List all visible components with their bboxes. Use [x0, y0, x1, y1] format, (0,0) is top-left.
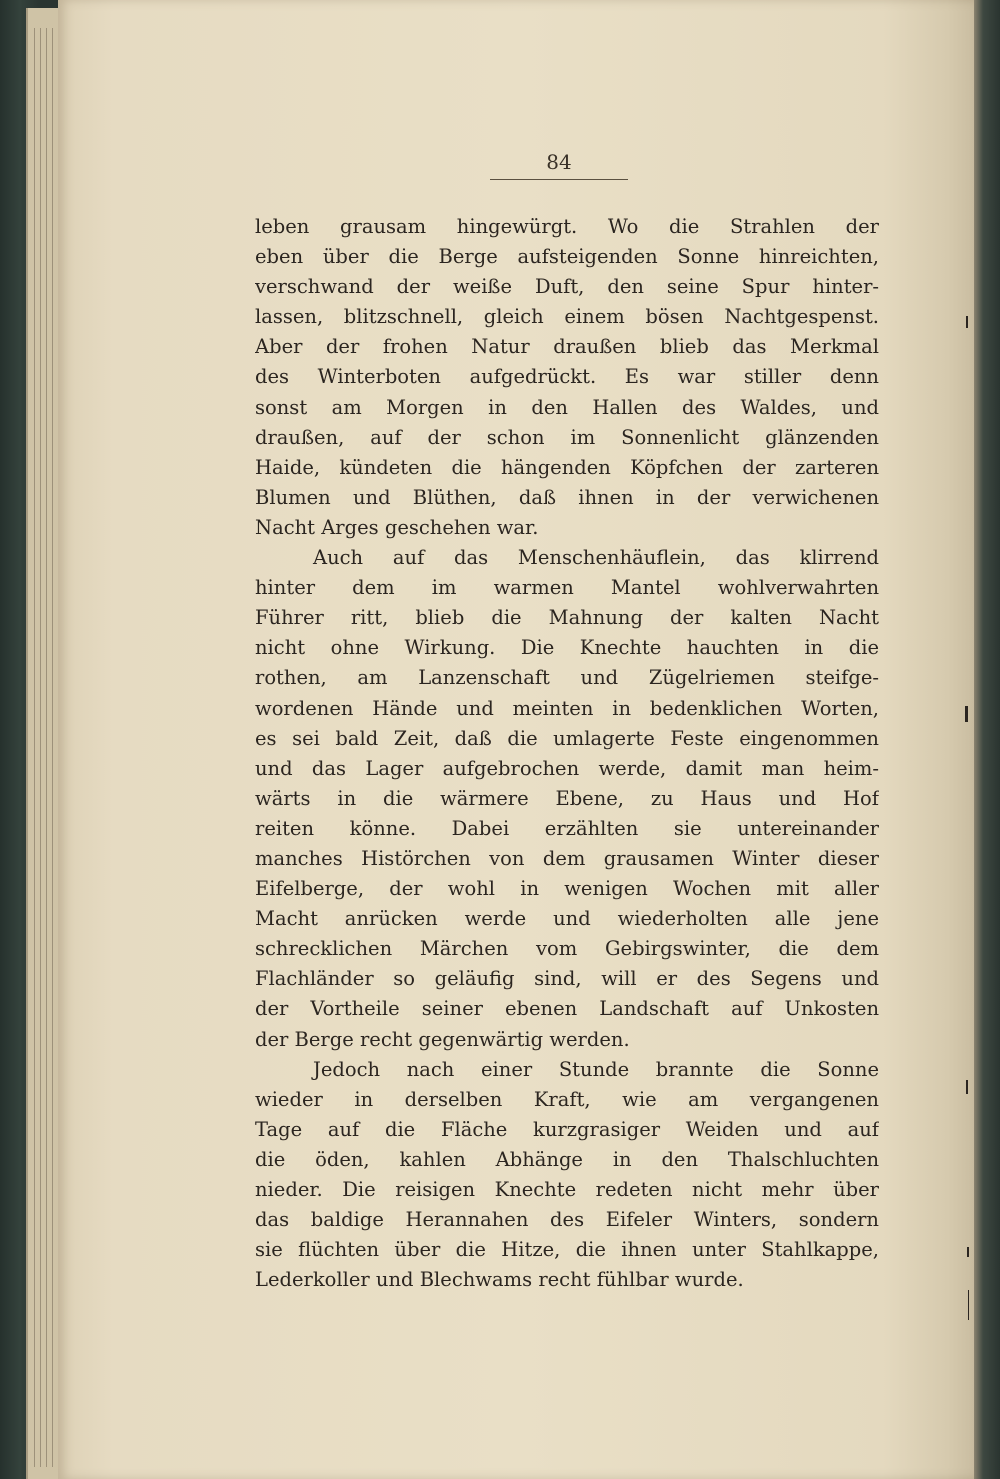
- text-line: verschwand der weiße Duft, den seine Spur hinter-: [255, 275, 879, 299]
- text-line: reiten könne. Dabei erzählten sie untereinander: [255, 816, 879, 840]
- text-line: lassen, blitzschnell, gleich einem bösen Nachtgespenst.: [255, 305, 879, 329]
- text-line: der Vortheile seiner ebenen Landschaft auf Unkosten: [255, 997, 879, 1021]
- header-rule: [490, 179, 628, 180]
- text-line: Tage auf die Fläche kurzgrasiger Weiden und auf: [255, 1117, 879, 1141]
- margin-mark: [966, 1080, 968, 1094]
- text-line: rothen, am Lanzenschaft und Zügelriemen steifge-: [255, 666, 879, 690]
- page-number: 84: [546, 150, 572, 174]
- text-line: Macht anrücken werde und wiederholten alle jene: [255, 907, 879, 931]
- text-line: nicht ohne Wirkung. Die Knechte hauchten in die: [255, 636, 879, 660]
- margin-mark: [966, 316, 968, 328]
- text-line: leben grausam hingewürgt. Wo die Strahlen der: [255, 215, 879, 238]
- text-line: hinter dem im warmen Mantel wohlverwahrten: [255, 576, 879, 600]
- text-line: Lederkoller und Blechwams recht fühlbar wurde.: [255, 1268, 744, 1292]
- page-edge: [34, 28, 35, 1467]
- margin-mark: [967, 1247, 969, 1257]
- text-line: des Winterboten aufgedrückt. Es war stiller denn: [255, 365, 879, 389]
- text-line: Auch auf das Menschenhäuflein, das klirrend: [313, 546, 879, 570]
- margin-mark: [968, 1290, 969, 1320]
- text-line: sie flüchten über die Hitze, die ihnen unter Stahlkappe,: [255, 1238, 879, 1262]
- text-line: Blumen und Blüthen, daß ihnen in der verwichenen: [255, 485, 879, 509]
- text-line: wordenen Hände und meinten in bedenklichen Worten,: [255, 696, 879, 720]
- binding-edge: [974, 0, 1000, 1479]
- text-line: Jedoch nach einer Stunde brannte die Sonne: [313, 1057, 879, 1081]
- text-line: draußen, auf der schon im Sonnenlicht glänzenden: [255, 425, 879, 449]
- text-line: Nacht Arges geschehen war.: [255, 515, 539, 539]
- text-line: der Berge recht gegenwärtig werden.: [255, 1027, 630, 1051]
- text-line: Aber der frohen Natur draußen blieb das Merkmal: [255, 335, 879, 359]
- text-line: es sei bald Zeit, daß die umlagerte Feste eingenommen: [255, 726, 879, 750]
- margin-mark: [965, 706, 968, 722]
- text-line: eben über die Berge aufsteigenden Sonne hinreichten,: [255, 245, 879, 269]
- text-line: die öden, kahlen Abhänge in den Thalschluchten: [255, 1147, 879, 1171]
- text-line: nieder. Die reisigen Knechte redeten nicht mehr über: [255, 1178, 879, 1201]
- text-line: Flachländer so geläufig sind, will er des Segens und: [255, 967, 879, 991]
- text-line: schrecklichen Märchen vom Gebirgswinter, die dem: [255, 937, 879, 961]
- page-edge: [52, 28, 53, 1467]
- text-line: manches Histörchen von dem grausamen Winter dieser: [255, 846, 879, 870]
- text-line: Eifelberge, der wohl in wenigen Wochen mit aller: [255, 877, 879, 901]
- text-line: sonst am Morgen in den Hallen des Waldes, und: [255, 395, 879, 419]
- text-line: und das Lager aufgebrochen werde, damit man heim-: [255, 756, 879, 780]
- text-line: das baldige Herannahen des Eifeler Winters, sondern: [255, 1208, 879, 1232]
- text-line: wieder in derselben Kraft, wie am vergangenen: [255, 1087, 879, 1111]
- text-line: Haide, kündeten die hängenden Köpfchen der zarteren: [255, 455, 879, 479]
- page-edge: [40, 28, 41, 1467]
- text-line: wärts in die wärmere Ebene, zu Haus und Hof: [255, 786, 879, 810]
- body-text: [255, 212, 879, 1295]
- page-edge: [46, 28, 47, 1467]
- text-line: Führer ritt, blieb die Mahnung der kalten Nacht: [255, 606, 879, 630]
